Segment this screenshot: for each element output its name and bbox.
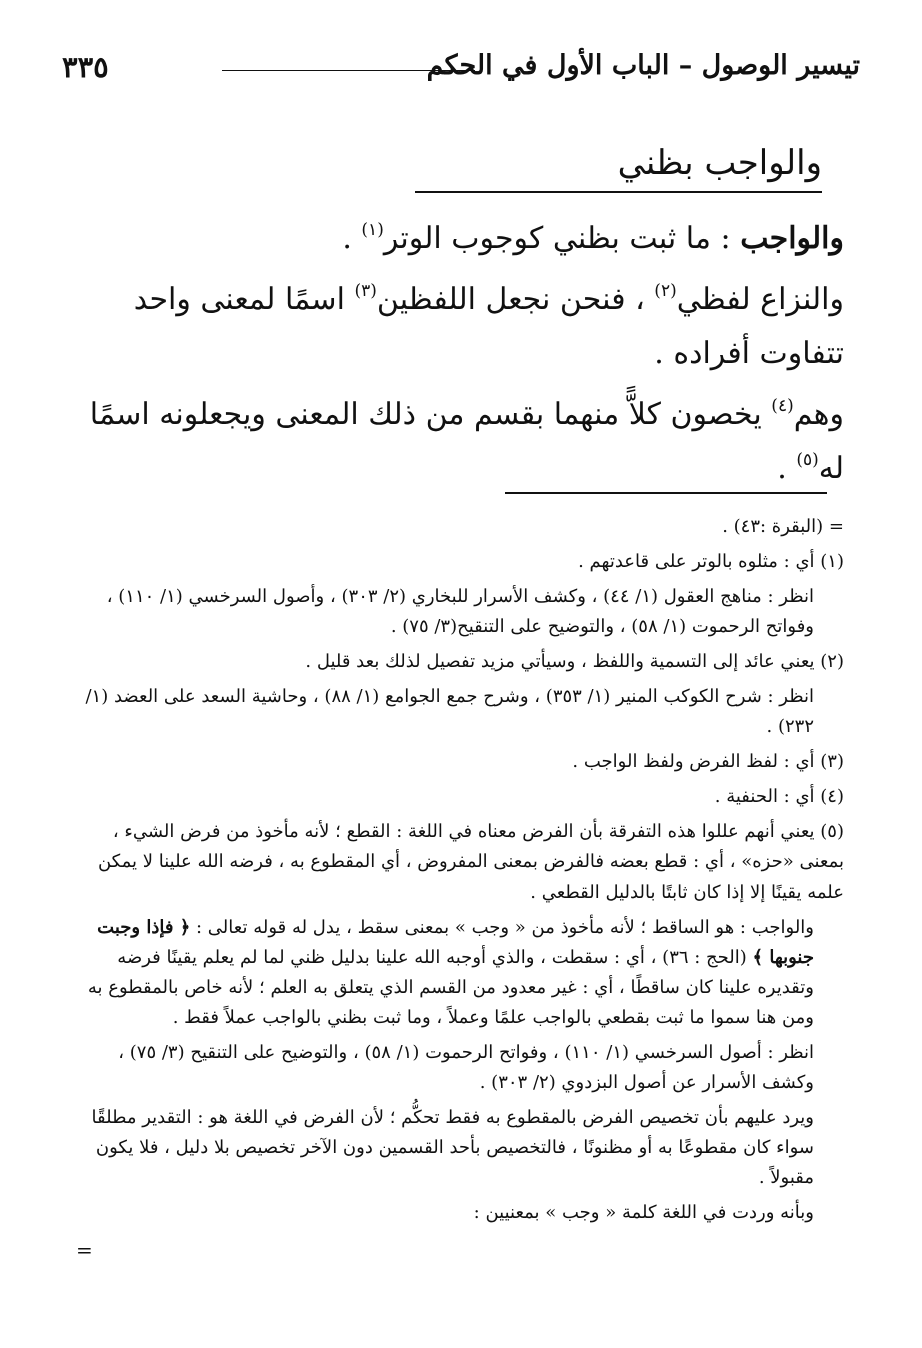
definition-text: : ما ثبت بظني كوجوب الوتر (383, 221, 741, 256)
page-number: ٣٣٥ (62, 50, 109, 84)
dispute-text-c: اسمًا لمعنى واحد تتفاوت أفراده . (133, 282, 844, 371)
hanafi-text-c: . (777, 450, 797, 486)
footnote-ref-1[interactable]: (١) (361, 220, 384, 240)
footnote-1: (١) أي : مثلوه بالوتر على قاعدتهم . (578, 551, 844, 573)
main-text (78, 212, 844, 503)
footnote-carryover: = (البقرة :٤٣) . (722, 516, 844, 537)
continuation-mark: = (76, 1238, 93, 1262)
definition-end: . (342, 221, 362, 256)
footnote-4: (٤) أي : الحنفية . (714, 786, 844, 808)
footnote-ref-5[interactable]: (٥) (796, 449, 819, 470)
footnote-1-sources: انظر : مناهج العقول (١/ ٤٤) ، وكشف الأسرار للبخاري (٢/ ٣٠٣) ، وأصول السرخسي (١/ ١١٠) ، وفواتح الرحموت (١/ ٥٨) ، والتوضيح على التنقيح(٣/ ٧٥) . (106, 586, 814, 638)
footnote-ref-3[interactable]: (٣) (354, 281, 377, 302)
footnote-5-wajib-a: والواجب : هو الساقط ؛ لأنه مأخوذ من « وجب » بمعنى سقط ، يدل له قوله تعالى : (190, 916, 814, 938)
section-rule (415, 191, 822, 193)
footnote-5-last: وبأنه وردت في اللغة كلمة « وجب » بمعنيين : (473, 1201, 814, 1223)
dispute-text-a: والنزاع لفظي (676, 282, 844, 318)
quran-verse: ﴿ فإذا وجبت جنوبها ﴾ (97, 916, 814, 968)
paragraph-definition (78, 212, 844, 265)
footnote-5-wajib (76, 913, 844, 1033)
footnote-2-sources: انظر : شرح الكوكب المنير (١/ ٣٥٣) ، وشرح جمع الجوامع (١/ ٨٨) ، وحاشية السعد على العضد (١/ ٢٣٢) . (85, 686, 814, 738)
footnote-3: (٣) أي : لفظ الفرض ولفظ الواجب . (572, 751, 844, 773)
running-title: تيسير الوصول – الباب الأول في الحكم (426, 50, 860, 81)
footnote-separator (505, 492, 827, 494)
running-header (62, 50, 860, 96)
footnotes (76, 512, 844, 1233)
header-rule (222, 70, 475, 71)
hanafi-text-a: وهم (793, 397, 844, 433)
footnote-5: (٥) يعني أنهم عللوا هذه التفرقة بأن الفرض معناه في اللغة : القطع ؛ لأنه مأخوذ من فرض الشيء ، بمعنى «حزه» ، أي : قطع بعضه فالفرض بمعنى المفروض ، أي المقطوع به ، فرضه الله علينا لا يمكن علمه يقينًا إلا إذا كان ثابتًا بالدليل القطعي . (97, 821, 844, 903)
dispute-text-b: ، فنحن نجعل اللفظين (376, 282, 655, 318)
hanafi-text-b: يخصون كلاًّ منهما بقسم من ذلك المعنى ويجعلونه اسمًا له (89, 397, 844, 486)
footnote-5-objection: ويرد عليهم بأن تخصيص الفرض بالمقطوع به فقط تحكُّم ؛ لأن الفرض في اللغة هو : التقدير مطلقًا سواء كان مقطوعًا به أو مظنونًا ، فالتخصيص بأحد القسمين دون الآخر تخصيص بلا دليل ، فلا يكون مقبولاً . (91, 1106, 814, 1188)
footnote-2: (٢) يعني عائد إلى التسمية واللفظ ، وسيأتي مزيد تفصيل لذلك بعد قليل . (305, 651, 844, 673)
paragraph-dispute (78, 273, 844, 380)
term-wajib: والواجب (740, 221, 844, 256)
paragraph-hanafi (78, 388, 844, 495)
footnote-5-sources: انظر : أصول السرخسي (١/ ١١٠) ، وفواتح الرحموت (١/ ٥٨) ، والتوضيح على التنقيح (٣/ ٧٥) ، وكشف الأسرار عن أصول البزدوي (٢/ ٣٠٣) . (118, 1041, 814, 1093)
footnote-5-wajib-b: (الحج : ٣٦) ، أي : سقطت ، والذي أوجبه الله علينا بدليل ظني لما لم يعلم يقينًا فرضه وتقديره علينا كان ساقطًا ، أي : غير معدود من القسم الذي يتعلق به العلم ؛ لأنه خاص بالمقطوع به ومن هنا سموا ما ثبت بقطعي بالواجب علمًا وعملاً ، وما ثبت بظني بالواجب عملاً فقط . (87, 946, 814, 1028)
footnote-ref-2[interactable]: (٢) (654, 281, 677, 302)
footnote-ref-4[interactable]: (٤) (771, 396, 794, 417)
section-heading: والواجب بظني (617, 143, 822, 183)
